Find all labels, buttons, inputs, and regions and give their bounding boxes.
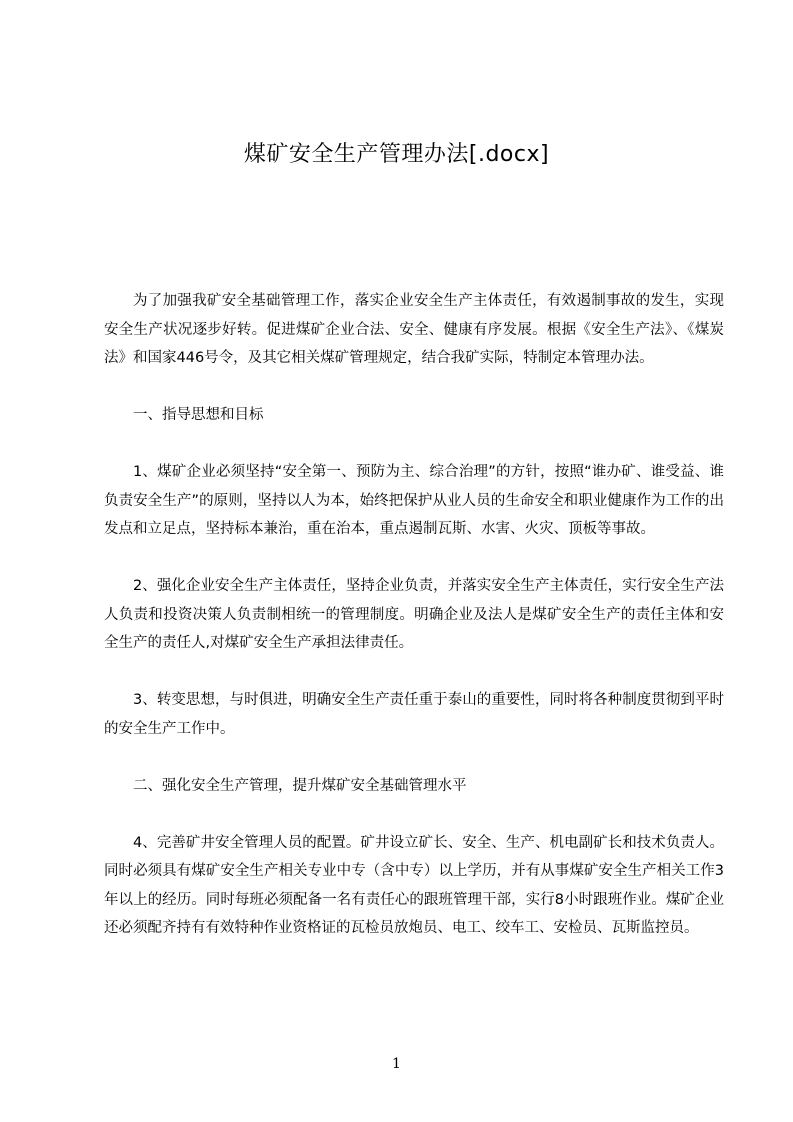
item-paragraph-4: 4、完善矿井安全管理人员的配置。矿井设立矿长、安全、生产、机电副矿长和技术负责人。同时必须具有煤矿安全生产相关专业中专（含中专）以上学历，并有从事煤矿安全生产相关工作3年以上的经历。同时每班必须配备一名有责任心的跟班管理干部，实行8小时跟班作业。煤矿企业还必须配齐持有有效特种作业资格证的瓦检员放炮员、电工、绞车工、安检员、瓦斯监控员。 (104, 834, 724, 936)
item-paragraph-2: 2、强化企业安全生产主体责任，坚持企业负责，并落实安全生产主体责任，实行安全生产法人负责和投资决策人负责制相统一的管理制度。明确企业及法人是煤矿安全生产的责任主体和安全生产的责任人,对煤矿安全生产承担法律责任。 (104, 578, 724, 651)
item-paragraph-1: 1、煤矿企业必须坚持“安全第一、预防为主、综合治理”的方针，按照“谁办矿、谁受益、谁负责安全生产”的原则，坚持以人为本，始终把保护从业人员的生命安全和职业健康作为工作的出发点和立足点，坚持标本兼治，重在治本，重点遏制瓦斯、水害、火灾、顶板等事故。 (104, 464, 724, 537)
document-body (104, 287, 724, 943)
section-heading-2: 二、强化安全生产管理，提升煤矿安全基础管理水平 (133, 777, 467, 794)
document-title: 煤矿安全生产管理办法[.docx] (243, 142, 550, 167)
page-number: 1 (392, 1056, 401, 1072)
intro-paragraph: 为了加强我矿安全基础管理工作，落实企业安全生产主体责任，有效遏制事故的发生，实现安全生产状况逐步好转。促进煤矿企业合法、安全、健康有序发展。根据《安全生产法》、《煤炭法》和国家446号令，及其它相关煤矿管理规定，结合我矿实际，特制定本管理办法。 (104, 293, 724, 366)
section-heading-1: 一、指导思想和目标 (133, 407, 264, 423)
item-paragraph-3: 3、转变思想，与时俱进，明确安全生产责任重于泰山的重要性，同时将各种制度贯彻到平时的安全生产工作中。 (104, 692, 724, 737)
